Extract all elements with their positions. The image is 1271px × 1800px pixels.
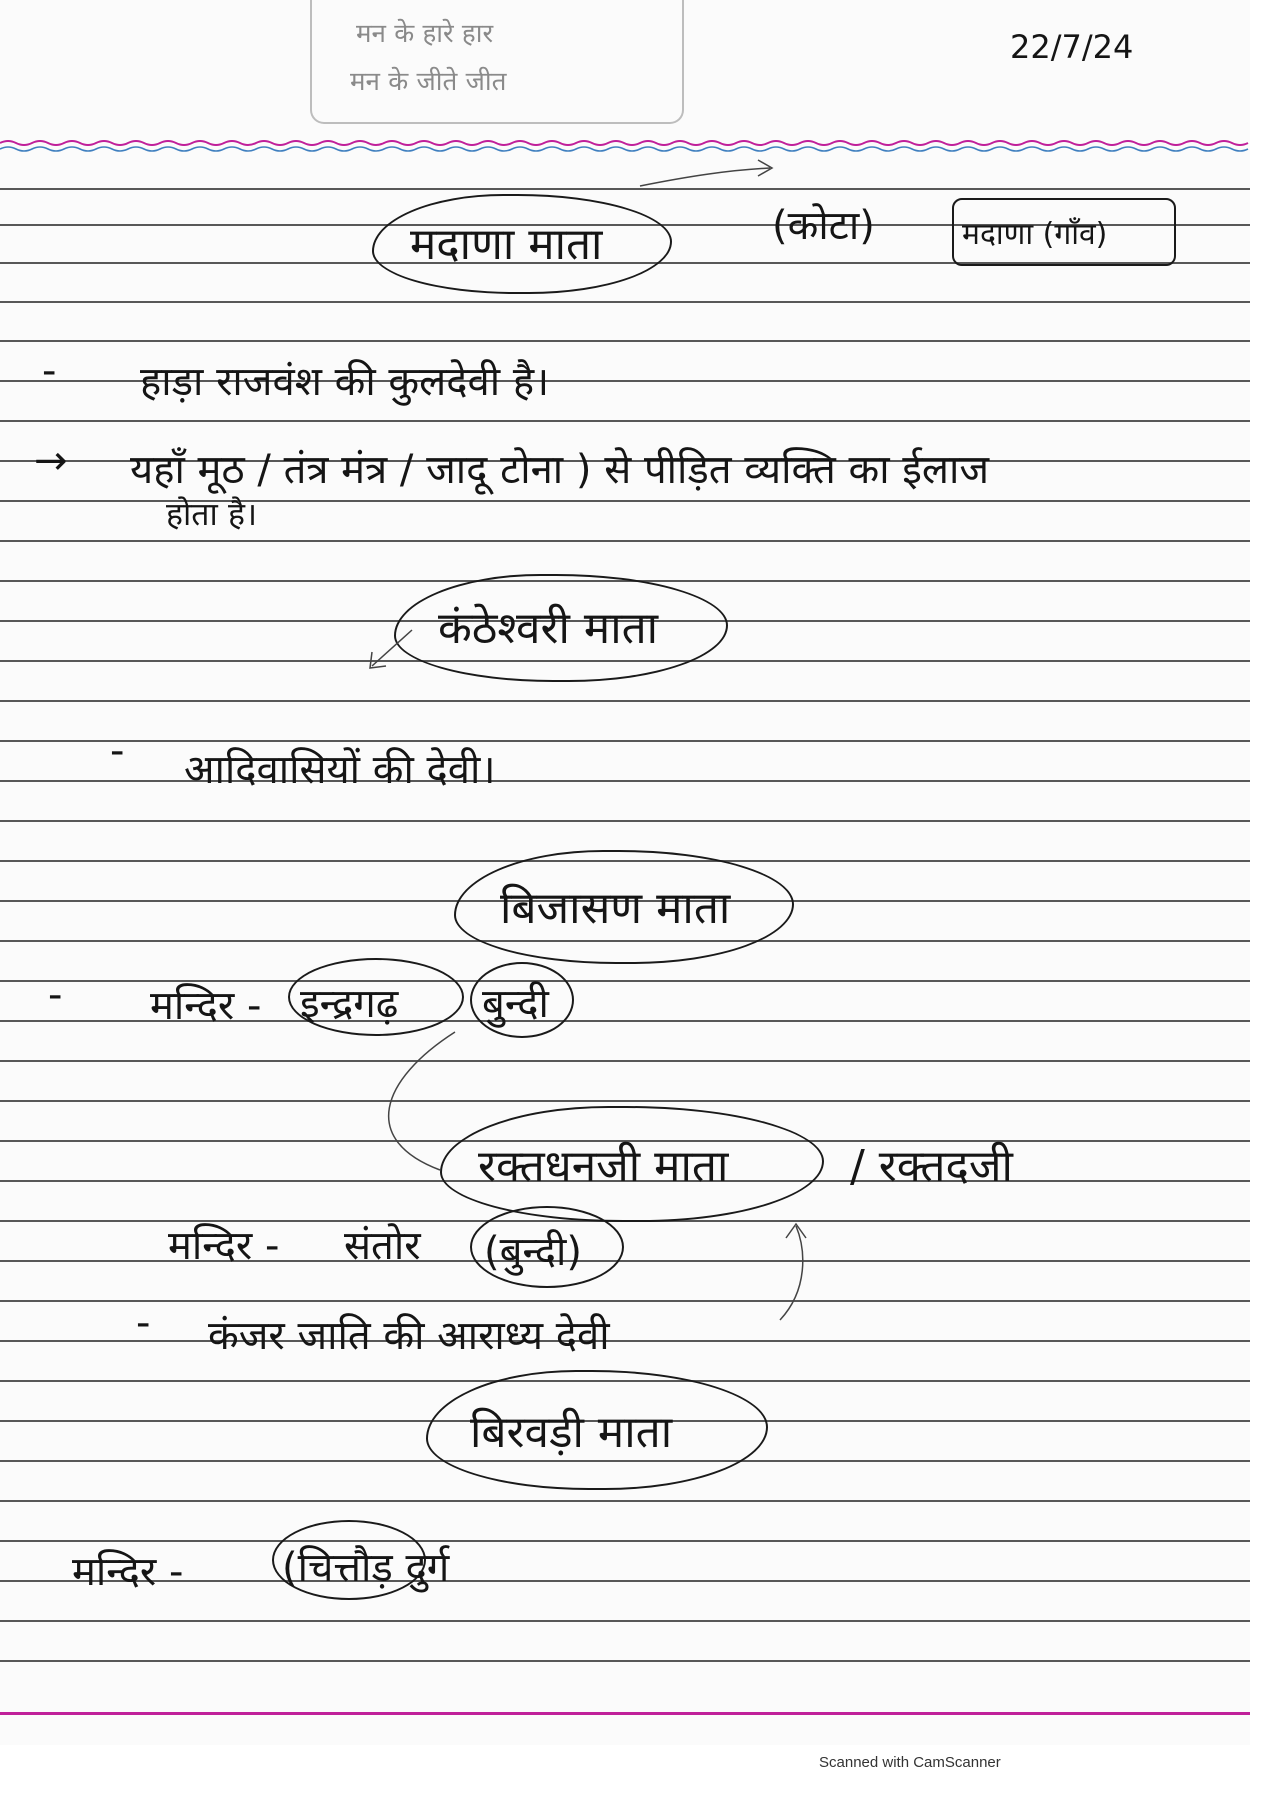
motto-line-2: मन के जीते जीत (350, 67, 507, 97)
raktdhanji-temple-district: (बुन्दी) (484, 1229, 583, 1275)
madana-note-2: यहाँ मूठ / तंत्र मंत्र / जादू टोना ) से पीड़ित व्यक्ति का ईलाज (130, 447, 990, 493)
raktdhanji-temple-place: संतोर (344, 1223, 421, 1269)
dash-4: - (136, 1300, 151, 1346)
madana-note-1: हाड़ा राजवंश की कुलदेवी है। (140, 359, 550, 405)
heading-bikhdi: बिरवड़ी माता (470, 1407, 673, 1458)
dash-1: - (42, 348, 57, 394)
bikhdi-temple-place: (चित्तौड़ दुर्ग (282, 1545, 450, 1591)
date: 22/7/24 (1010, 28, 1134, 66)
dash-2: - (110, 728, 125, 774)
raktdhanji-alt-name: / रक्तदजी (850, 1141, 1013, 1192)
heading-kantheshwari: कंठेश्वरी माता (438, 603, 659, 654)
motto-line-1: मन के हारे हार (356, 19, 494, 49)
bijasan-temple-place: इन्द्रगढ़ (300, 981, 399, 1027)
arrow-bullet: → (34, 438, 68, 484)
bikhdi-temple-label: मन्दिर - (72, 1549, 184, 1595)
village-madana: मदाणा (गाँव) (962, 217, 1108, 252)
kantheshwari-note-1: आदिवासियों की देवी। (184, 747, 496, 793)
heading-madana: मदाणा माता (410, 219, 603, 270)
raktdhanji-note-1: कंजर जाति की आराध्य देवी (208, 1313, 610, 1359)
bijasan-temple-label: मन्दिर - (150, 983, 262, 1029)
scanner-watermark: Scanned with CamScanner (819, 1754, 1001, 1771)
dash-3: - (48, 972, 63, 1018)
madana-note-2-cont: होता है। (166, 495, 258, 533)
heading-raktdhanji: रक्तधनजी माता (478, 1141, 729, 1192)
raktdhanji-temple-label: मन्दिर - (168, 1223, 280, 1269)
location-kota: (कोटा) (772, 203, 875, 249)
bijasan-temple-district: बुन्दी (482, 981, 549, 1027)
heading-bijasan: बिजासण माता (500, 883, 731, 934)
